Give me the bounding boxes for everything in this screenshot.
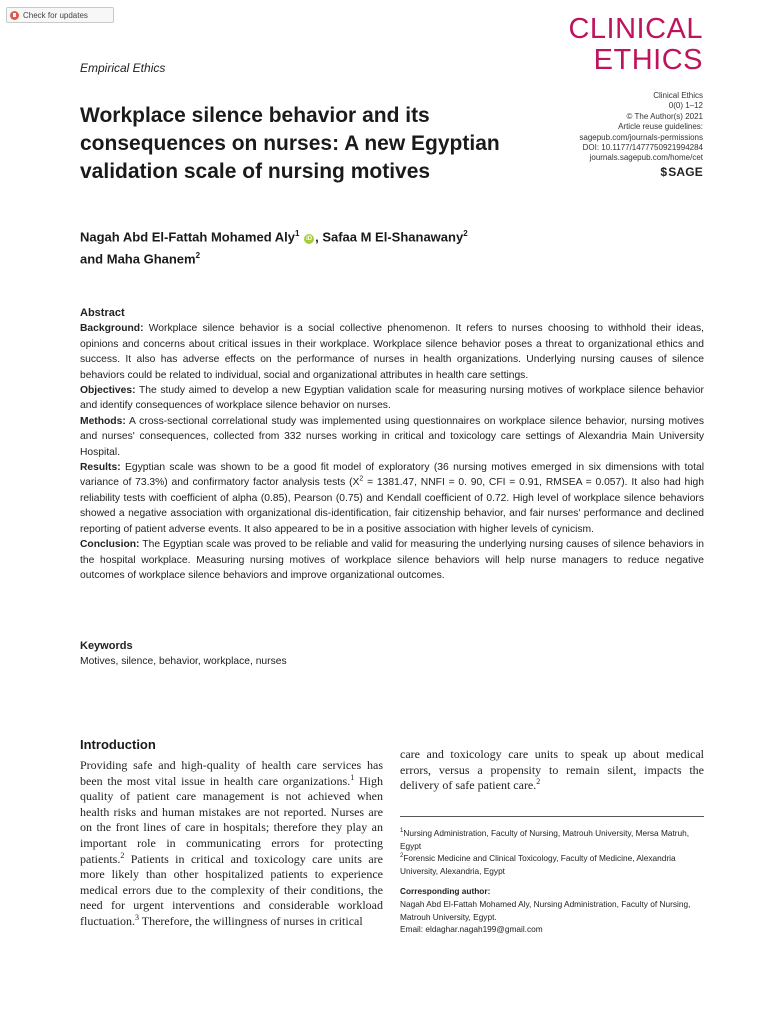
keywords (80, 639, 700, 669)
section-label: Results: (80, 462, 121, 474)
check-for-updates-label: Check for updates (23, 10, 88, 20)
corresponding-author-email[interactable]: Email: eldaghar.nagah199@gmail.com (400, 924, 543, 935)
publisher-logo (579, 164, 703, 179)
citation-ref[interactable]: 2 (536, 777, 541, 787)
section-label: Background: (80, 323, 144, 335)
citation-ref[interactable]: 3 (134, 912, 139, 922)
journal-metadata (579, 91, 703, 177)
orcid-icon[interactable]: iD (306, 236, 313, 243)
section-label: Methods: (80, 415, 126, 427)
journal-logo (568, 14, 703, 76)
body-text: care and toxicology care units to speak up about medical errors, versus a propensity to remain silent, impacts the delivery of safe patient care. (400, 747, 704, 793)
section-label: Objectives: (80, 385, 136, 397)
introduction-heading: Introduction (80, 737, 156, 752)
meta-journal: Clinical Ethics (653, 91, 703, 100)
affiliation-ref: 2 (463, 229, 468, 238)
author-conjunction: and (80, 251, 107, 267)
section-label: Empirical Ethics (80, 61, 166, 75)
citation-ref[interactable]: 1 (350, 772, 355, 782)
article-title: Workplace silence behavior and its consequences on nurses: A new Egyptian validation scale of nursing motives (80, 104, 500, 183)
meta-journal-url[interactable]: journals.sagepub.com/home/cet (589, 153, 703, 163)
journal-logo-line1: CLINICAL (568, 13, 703, 45)
abstract-background (80, 321, 704, 383)
keywords-heading: Keywords (80, 640, 133, 652)
sage-logo-icon: $ (660, 164, 668, 179)
meta-copyright: © The Author(s) 2021 (626, 111, 703, 121)
keywords-list: Motives, silence, behavior, workplace, nurses (80, 656, 287, 667)
check-for-updates-badge[interactable] (6, 7, 114, 23)
body-text: High quality of patient care management is not achieved when health risks and human mistakes are not reported. Nurses are on the front lines of care in hospitals; therefore they play an important role in communicating errors for protecting patients. (80, 773, 383, 866)
affiliation-ref: 2 (195, 251, 201, 261)
section-label: Conclusion: (80, 539, 140, 551)
affiliation-text: Forensic Medicine and Clinical Toxicology, Faculty of Medicine, Alexandria University, Alexandria, Egypt (400, 853, 676, 876)
section-text: = 1381.47, NNFI = 0. 90, CFI = 0.91, RMSEA = 0.057). It also had high reliability tests with coefficient of alpha (0.85), Pearson (0.75) and Kendall coefficient of 0.72. High level of workplace silence behaviors showed a negative association with organizational dis-identification, fair citizenship behavior, and fair nurses' performance and declined reporting of patient adverse events. It also appeared to be in a positive association with higher levels of cynicism. (80, 477, 705, 535)
section-text: Workplace silence behavior is a social collective phenomenon. It refers to nurses choosing to withhold their ideas, opinions and concerns about critical issues in their workplace. Workplace silence behavior poses a threat to organizational ethics and success. It also has adverse effects on the performance of nurses in health organizations. Underlying nursing causes of silence behaviors could be related to individual, social and organizational attributes in health care settings. (80, 323, 704, 381)
superscript: 2 (359, 476, 364, 484)
intro-left-column (80, 758, 383, 930)
abstract-objectives (80, 383, 704, 414)
abstract (80, 306, 704, 583)
section-text: The study aimed to develop a new Egyptian validation scale for measuring nursing motives of workplace silence behavior and identify consequences of workplace silence behavior on nurses. (80, 385, 704, 412)
abstract-heading: Abstract (80, 307, 125, 319)
affiliation-ref: 1 (295, 229, 300, 238)
affiliation-1 (400, 827, 704, 852)
publisher-name: SAGE (668, 164, 703, 179)
crossmark-icon (10, 11, 19, 20)
abstract-results (80, 460, 704, 537)
affiliation-number: 2 (400, 853, 404, 860)
corresponding-author-heading: Corresponding author: (400, 886, 491, 897)
abstract-methods (80, 414, 704, 460)
section-text: A cross-sectional correlational study was implemented using questionnaires on workplace silence behavior, nursing motives and nurses' consequences, collected from 332 nurses working in critical and toxicology care settings of Alexandria Main University Hospital. (80, 415, 704, 458)
meta-pages: 0(0) 1–12 (668, 101, 703, 111)
citation-ref[interactable]: 2 (120, 850, 125, 860)
body-text: Therefore, the willingness of nurses in critical (138, 913, 363, 928)
author-separator: , (315, 229, 323, 245)
author-name[interactable]: Safaa M El-Shanawany (322, 229, 464, 245)
abstract-conclusion (80, 537, 704, 583)
affiliation-number: 1 (400, 828, 404, 835)
body-text: Patients in critical and toxicology care units are more likely than other hospitalized patients to experience medical errors due to the complexity of their conditions, the need for urgent interventions and considerable workload fluctuation. (80, 851, 383, 928)
author-name[interactable]: Maha Ghanem (106, 251, 196, 267)
meta-reuse: Article reuse guidelines: (618, 122, 703, 132)
meta-permissions-link[interactable]: sagepub.com/journals-permissions (579, 132, 703, 142)
author-list (80, 224, 600, 269)
journal-logo-line2: ETHICS (593, 44, 703, 76)
section-text: Egyptian scale was shown to be a good fit model of exploratory (36 nursing motives emerged in six dimensions with total variance of 73.3%) and confirmatory factor analysis tests (X (80, 462, 704, 489)
affiliation-2 (400, 852, 704, 877)
meta-doi[interactable]: DOI: 10.1177/1477750921994284 (582, 143, 703, 153)
intro-right-column (400, 747, 704, 794)
section-text: The Egyptian scale was proved to be reliable and valid for measuring the underlying nursing causes of silence behaviors in the hospital workplace. Measuring nursing motives of workplace silence behaviors will help nurse managers to reduce negative outcomes of workplace silence behaviors and improve organizational outcomes. (80, 539, 704, 581)
author-name[interactable]: Nagah Abd El-Fattah Mohamed Aly (80, 229, 295, 245)
affiliation-text: Nursing Administration, Faculty of Nursing, Matrouh University, Mersa Matruh, Egypt (400, 828, 690, 851)
footnote-divider (400, 816, 704, 817)
corresponding-author-text: Nagah Abd El-Fattah Mohamed Aly, Nursing Administration, Faculty of Nursing, Matrouh University, Egypt. (400, 898, 691, 922)
affiliations (400, 827, 704, 936)
body-text: Providing safe and high-quality of health care services has been the most vital issue in health care organizations. (80, 758, 383, 788)
